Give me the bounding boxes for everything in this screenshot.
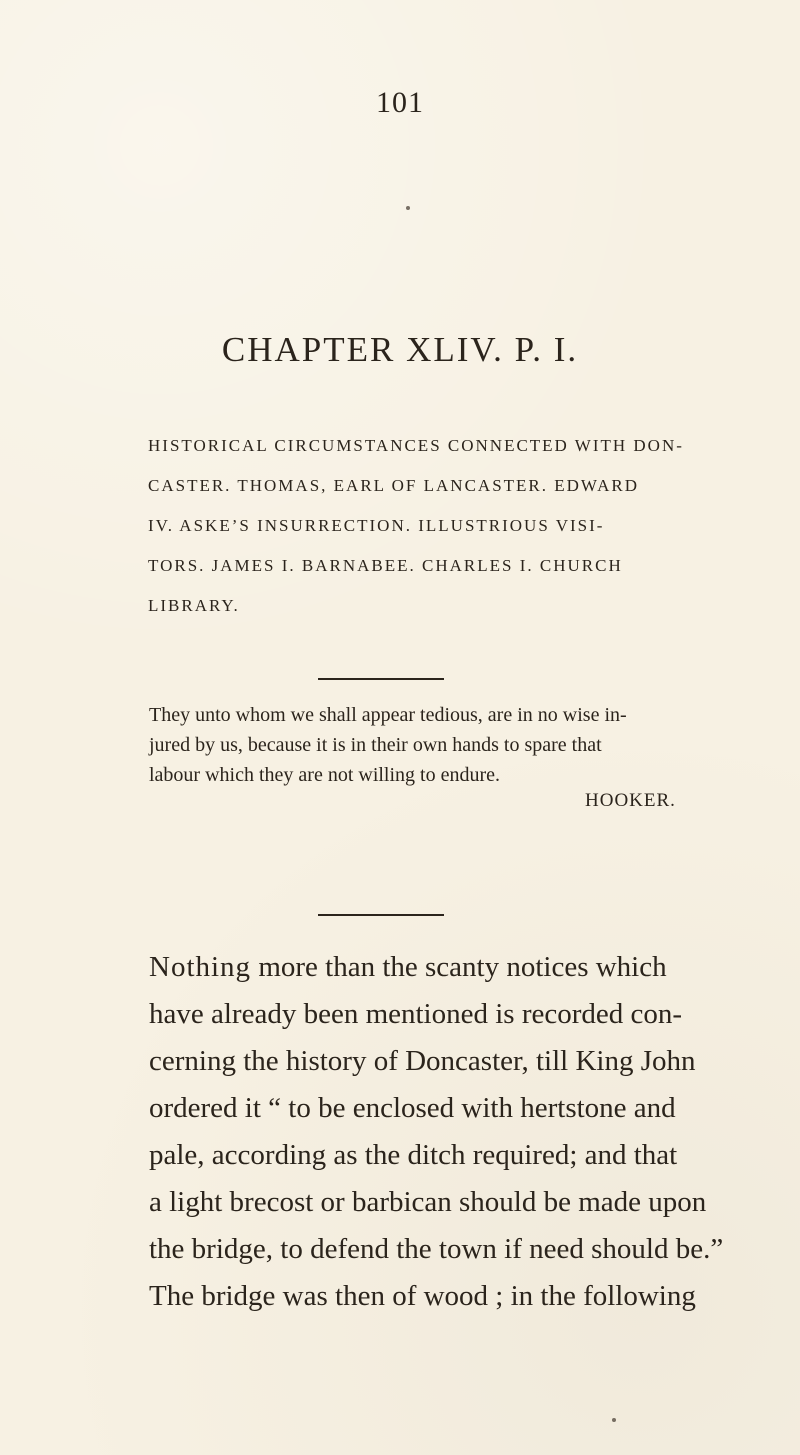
epigraph-line: labour which they are not willing to endure. [149,764,501,786]
opening-word: Nothing [149,951,252,983]
chapter-summary [148,426,708,626]
epigraph-attribution: HOOKER. [585,790,676,811]
section-divider [318,678,444,680]
epigraph-line: jured by us, because it is in their own hands to spare that [149,734,602,756]
body-line: a light brecost or barbican should be made upon [149,1186,707,1218]
body-line-text: more than the scanty notices which [251,951,667,983]
body-line: have already been mentioned is recorded con- [149,998,683,1030]
chapter-title: CHAPTER XLIV. P. I. [221,330,579,369]
body-line: The bridge was then of wood ; in the following [149,1280,696,1312]
ink-spot [406,206,410,210]
section-divider [318,914,444,916]
ink-spot [612,1418,616,1422]
summary-line: LIBRARY. [148,596,240,615]
body-line: ordered it “ to be enclosed with hertstone and [149,1092,676,1124]
page-number: 101 [376,86,424,119]
body-line [149,944,709,991]
summary-line: CASTER. THOMAS, EARL OF LANCASTER. EDWARD [148,476,639,495]
body-line: cerning the history of Doncaster, till King John [149,1045,696,1077]
summary-line: TORS. JAMES I. BARNABEE. CHARLES I. CHURCH [148,556,623,575]
body-line: the bridge, to defend the town if need should be.” [149,1233,724,1265]
summary-line: HISTORICAL CIRCUMSTANCES CONNECTED WITH DON- [148,436,684,455]
epigraph [149,700,709,790]
epigraph-line: They unto whom we shall appear tedious, are in no wise in- [149,704,627,726]
body-text [149,944,724,1320]
summary-line: IV. ASKE’S INSURRECTION. ILLUSTRIOUS VISI- [148,516,605,535]
body-line: pale, according as the ditch required; and that [149,1139,678,1171]
